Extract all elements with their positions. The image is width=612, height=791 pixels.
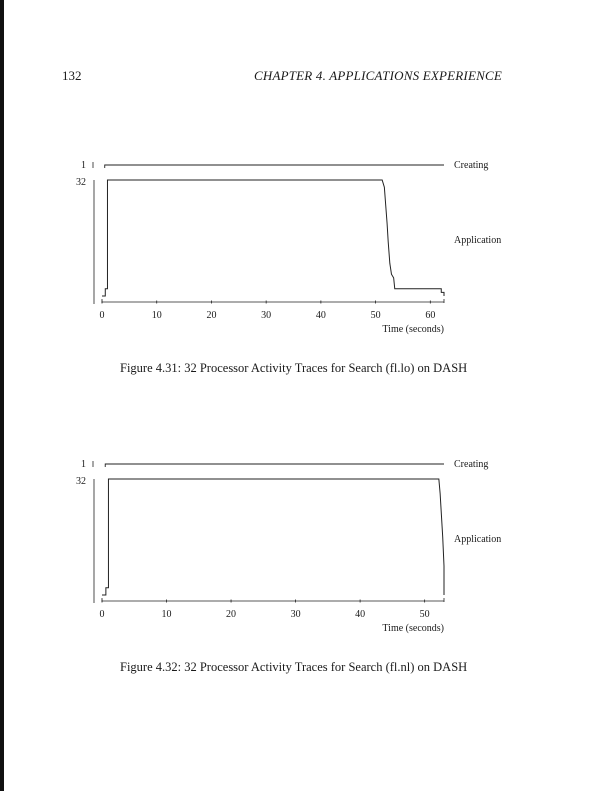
x-tick-label: 20	[226, 609, 237, 620]
series-label-application: Application	[454, 534, 502, 545]
row-label-1: 1	[81, 160, 86, 171]
x-axis-label: Time (seconds)	[382, 623, 444, 634]
series-line-application	[102, 479, 444, 595]
x-tick-label: 60	[425, 310, 436, 321]
series-label-creating: Creating	[454, 160, 489, 171]
figure-caption-4-31: Figure 4.31: 32 Processor Activity Traces for Search (fl.lo) on DASH	[120, 361, 468, 375]
row-label-32: 32	[76, 177, 86, 188]
x-tick-label: 10	[151, 310, 162, 321]
x-tick-label: 40	[355, 609, 366, 620]
series-label-creating: Creating	[454, 459, 489, 470]
x-tick-label: 0	[99, 310, 105, 321]
x-tick-label: 30	[290, 609, 301, 620]
x-tick-label: 30	[261, 310, 272, 321]
running-head: CHAPTER 4. APPLICATIONS EXPERIENCE	[253, 68, 502, 83]
figure-caption-4-32: Figure 4.32: 32 Processor Activity Traces for Search (fl.nl) on DASH	[120, 660, 468, 674]
page-number: 132	[62, 68, 82, 83]
series-label-application: Application	[454, 235, 502, 246]
row-label-1: 1	[81, 459, 86, 470]
x-tick-label: 0	[99, 609, 105, 620]
x-tick-label: 10	[161, 609, 172, 620]
x-tick-label: 50	[419, 609, 430, 620]
x-axis-label: Time (seconds)	[382, 324, 444, 335]
x-tick-label: 40	[315, 310, 326, 321]
x-tick-label: 20	[206, 310, 217, 321]
row-label-32: 32	[76, 476, 86, 487]
x-tick-label: 50	[370, 310, 381, 321]
series-line-creating	[105, 464, 444, 467]
